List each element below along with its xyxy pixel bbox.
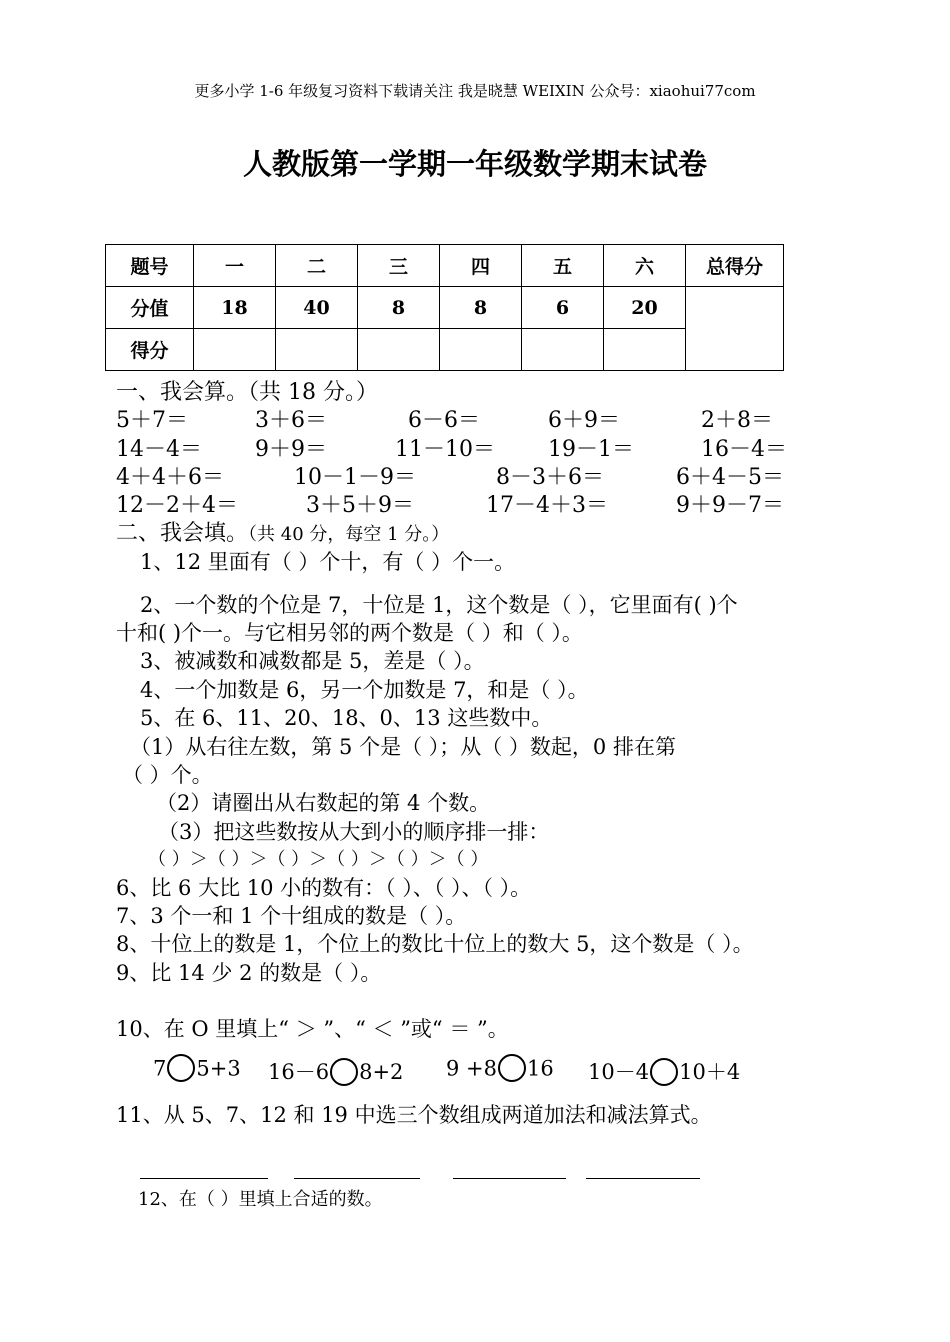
- calc-3-2: 10－1－9＝: [294, 465, 416, 490]
- calc-2-4: 19－1＝: [548, 437, 634, 462]
- calc-2-5: 16－4＝: [701, 437, 787, 462]
- compare-3-right: 16: [527, 1056, 554, 1081]
- cell-q6: 六: [604, 245, 686, 287]
- page-title: 人教版第一学期一年级数学期末试卷: [242, 147, 707, 181]
- question-12: 12、在（ ）里填上合适的数。: [138, 1189, 383, 1210]
- question-5: 5、在 6、11、20、18、0、13 这些数中。: [140, 706, 553, 730]
- calc-1-4: 6＋9＝: [548, 408, 620, 433]
- compare-1-circle[interactable]: [167, 1054, 195, 1082]
- section1-heading: 一、我会算。（共 18 分。）: [116, 380, 378, 405]
- compare-item-2: [268, 1056, 403, 1088]
- question-4: 4、一个加数是 6，另一个加数是 7，和是（ ）。: [140, 678, 589, 702]
- score-row-header: [106, 245, 784, 287]
- cell-earned-3[interactable]: [358, 329, 440, 371]
- header-note: 更多小学 1-6 年级复习资料下载请关注 我是晓慧 WEIXIN 公众号：xiaohui77com: [194, 82, 756, 100]
- compare-3-circle[interactable]: [498, 1054, 526, 1082]
- calc-1-3: 6－6＝: [408, 408, 480, 433]
- compare-3-left: 9 +8: [446, 1056, 497, 1081]
- question-10: 10、在 O 里填上“ ＞ ”、“ ＜ ”或“ ＝ ”。: [116, 1017, 509, 1041]
- calc-4-2: 3＋5＋9＝: [306, 493, 414, 518]
- question-3: 3、被减数和减数都是 5，差是（ ）。: [140, 649, 485, 673]
- question-2-line2: 十和( )个一。与它相另邻的两个数是（ ）和（ ）。: [116, 621, 583, 645]
- calc-4-1: 12－2＋4＝: [116, 493, 238, 518]
- cell-earned-5[interactable]: [522, 329, 604, 371]
- calc-2-3: 11－10＝: [395, 437, 495, 462]
- cell-earned-6[interactable]: [604, 329, 686, 371]
- calc-2-1: 14－4＝: [116, 437, 202, 462]
- cell-q4: 四: [440, 245, 522, 287]
- compare-item-1: [153, 1056, 241, 1084]
- question-7: 7、3 个一和 1 个十组成的数是（ ）。: [116, 904, 467, 928]
- cell-q3: 三: [358, 245, 440, 287]
- cell-earned-2[interactable]: [276, 329, 358, 371]
- compare-1-right: 5+3: [196, 1056, 241, 1081]
- compare-4-left: 10－4: [588, 1060, 650, 1084]
- question-5-3-blanks: （ ）＞（ ）＞（ ）＞（ ）＞（ ）＞（ ）: [148, 849, 489, 870]
- calc-1-1: 5＋7＝: [116, 408, 188, 433]
- question-1: 1、12 里面有（ ）个十，有（ ）个一。: [140, 550, 516, 574]
- cell-earned-1[interactable]: [194, 329, 276, 371]
- score-row-earned: [106, 329, 784, 371]
- compare-item-4: [588, 1056, 740, 1088]
- calc-3-3: 8－3＋6＝: [496, 465, 604, 490]
- question-9: 9、比 14 少 2 的数是（ ）。: [116, 961, 382, 985]
- question-5-3: （3）把这些数按从大到小的顺序排一排：: [158, 820, 550, 844]
- cell-label-earned: 得分: [106, 329, 194, 371]
- calc-3-1: 4＋4＋6＝: [116, 465, 224, 490]
- question-8: 8、十位上的数是 1，个位上的数比十位上的数大 5，这个数是（ ）。: [116, 932, 754, 956]
- cell-total-label: 总得分: [686, 245, 784, 287]
- question-6: 6、比 6 大比 10 小的数有：（ ）、（ ）、（ ）。: [116, 876, 532, 900]
- cell-points-6: 20: [604, 287, 686, 329]
- compare-item-3: [446, 1056, 554, 1084]
- compare-1-left: 7: [153, 1056, 167, 1081]
- question-2-line1: 2、一个数的个位是 7，十位是 1，这个数是（ ），它里面有( )个: [140, 593, 738, 617]
- question-5-2: （2）请圈出从右数起的第 4 个数。: [156, 791, 491, 815]
- section2-heading-note: （共 40 分，每空 1 分。）: [248, 524, 450, 545]
- compare-2-right: 8+2: [359, 1060, 404, 1084]
- compare-4-circle[interactable]: [650, 1058, 678, 1086]
- cell-label-question: 题号: [106, 245, 194, 287]
- compare-4-right: 10＋4: [679, 1060, 741, 1084]
- answer-line-2[interactable]: [294, 1178, 420, 1179]
- score-table: [105, 244, 784, 371]
- cell-points-4: 8: [440, 287, 522, 329]
- section2-heading-main: 二、我会填。: [116, 521, 249, 546]
- section2-heading: [116, 516, 449, 547]
- cell-q1: 一: [194, 245, 276, 287]
- cell-points-2: 40: [276, 287, 358, 329]
- cell-label-points: 分值: [106, 287, 194, 329]
- calc-4-3: 17－4＋3＝: [486, 493, 608, 518]
- calc-3-4: 6＋4－5＝: [676, 465, 784, 490]
- answer-line-3[interactable]: [453, 1178, 566, 1179]
- compare-2-circle[interactable]: [330, 1058, 358, 1086]
- question-5-1-line2: （ ）个。: [122, 763, 213, 787]
- calc-4-4: 9＋9－7＝: [676, 493, 784, 518]
- calc-1-2: 3＋6＝: [255, 408, 327, 433]
- calc-2-2: 9＋9＝: [255, 437, 327, 462]
- answer-line-1[interactable]: [140, 1178, 268, 1179]
- score-row-points: [106, 287, 784, 329]
- question-5-1-line1: （1）从右往左数，第 5 个是（ ）；从（ ）数起，0 排在第: [130, 735, 676, 759]
- cell-points-1: 18: [194, 287, 276, 329]
- cell-q5: 五: [522, 245, 604, 287]
- question-11: 11、从 5、7、12 和 19 中选三个数组成两道加法和减法算式。: [116, 1103, 712, 1127]
- compare-2-left: 16－6: [268, 1060, 330, 1084]
- cell-total-score[interactable]: [686, 287, 784, 371]
- cell-q2: 二: [276, 245, 358, 287]
- cell-earned-4[interactable]: [440, 329, 522, 371]
- answer-line-4[interactable]: [586, 1178, 700, 1179]
- cell-points-5: 6: [522, 287, 604, 329]
- calc-1-5: 2＋8＝: [701, 408, 773, 433]
- cell-points-3: 8: [358, 287, 440, 329]
